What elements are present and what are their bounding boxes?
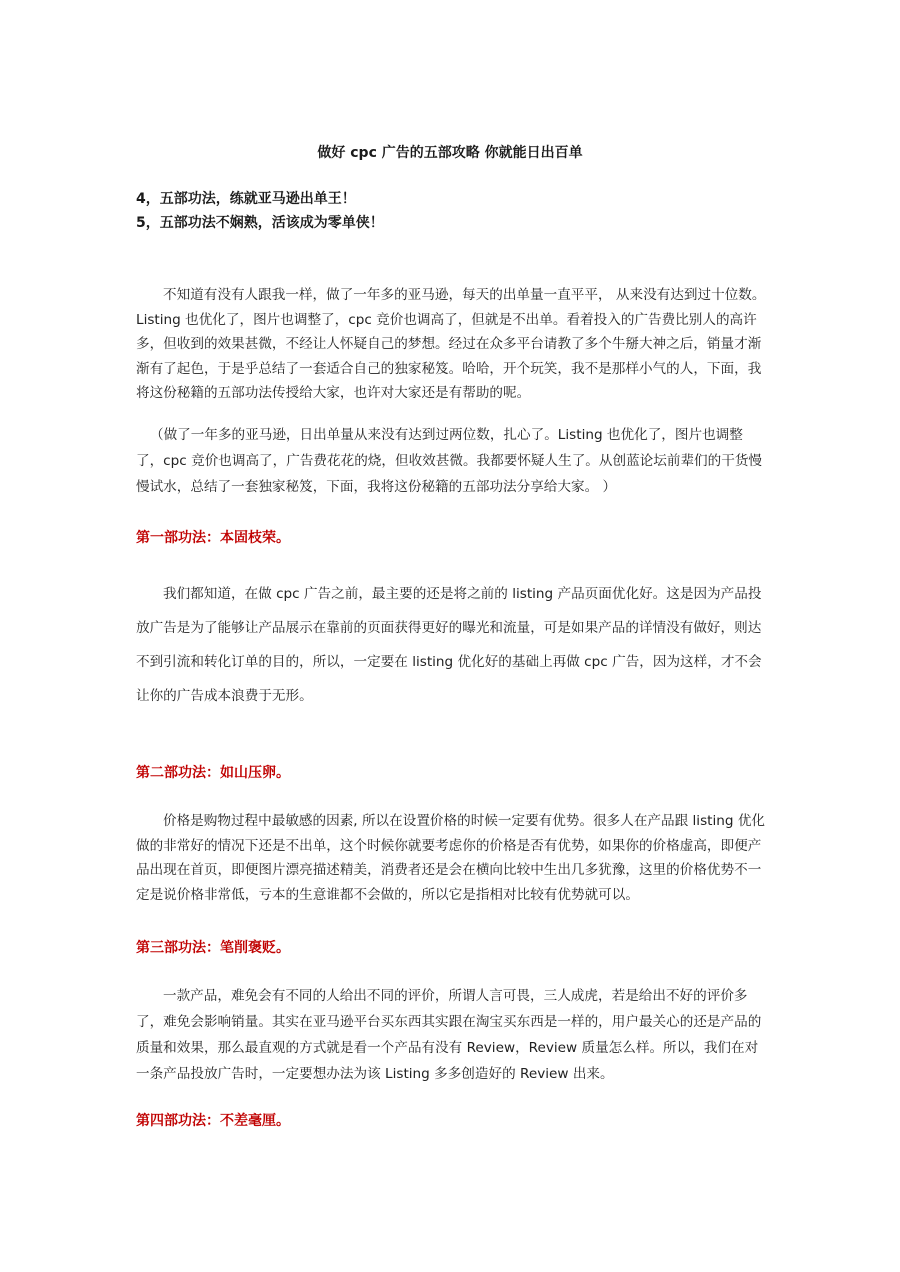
section-heading-1: 第一部功法：本固枝荣。	[136, 530, 290, 546]
section-body-3-text: 一款产品，难免会有不同的人给出不同的评价，所谓人言可畏，三人成虎，若是给出不好的评价多了，难免会影响销量。其实在亚马逊平台买东西其实跟在淘宝买东西是一样的，用户最关心的还是产品的质量和效果，那么最直观的方式就是看一个产品有没有 Review，Review 质量怎么样。所以，我们在对一条产品投放广告时，一定要想办法为该 Listing 多多创造好的 Review 出来。	[136, 988, 762, 1082]
section-body-1-text: 我们都知道，在做 cpc 广告之前，最主要的还是将之前的 listing 产品页面优化好。这是因为产品投放广告是为了能够让产品展示在靠前的页面获得更好的曝光和流量，可是如果产品的详情没有做好，则达不到引流和转化订单的目的，所以，一定要在 listing 优化好的基础上再做 cpc 广告，因为这样，才不会让你的广告成本浪费于无形。	[136, 586, 762, 704]
intro-paragraph	[136, 283, 766, 406]
section-body-3	[136, 983, 766, 1087]
intro-line-5: 5，五部功法不娴熟，活该成为零单侠！	[136, 215, 384, 231]
section-heading-4: 第四部功法：不差毫厘。	[136, 1113, 290, 1129]
summary-paragraph	[136, 422, 766, 500]
intro-line-4: 4，五部功法，练就亚马逊出单王！	[136, 191, 356, 207]
section-heading-2: 第二部功法：如山压卵。	[136, 765, 290, 781]
section-body-1	[136, 577, 766, 713]
summary-paragraph-text: （做了一年多的亚马逊，日出单量从来没有达到过两位数，扎心了。Listing 也优化了，图片也调整了，cpc 竞价也调高了，广告费花花的烧，但收效甚微。我都要怀疑人生了。从创蓝论坛前辈们的干货慢慢试水，总结了一套独家秘笈，下面，我将这份秘籍的五部功法分享给大家。 ）	[136, 427, 763, 495]
intro-paragraph-text: 不知道有没有人跟我一样，做了一年多的亚马逊，每天的出单量一直平平， 从来没有达到过十位数。Listing 也优化了，图片也调整了，cpc 竞价也调高了，但就是不出单。看着投入的广告费比别人的高许多，但收到的效果甚微，不经让人怀疑自己的梦想。经过在众多平台请教了多个牛掰大神之后，销量才渐渐有了起色，于是乎总结了一套适合自己的独家秘笈。哈哈，开个玩笑，我不是那样小气的人，下面，我将这份秘籍的五部功法传授给大家，也许对大家还是有帮助的呢。	[136, 287, 766, 401]
section-heading-3: 第三部功法：笔削褒贬。	[136, 940, 290, 956]
section-body-2	[136, 809, 766, 907]
section-body-2-text: 价格是购物过程中最敏感的因素, 所以在设置价格的时候一定要有优势。很多人在产品跟 listing 优化做的非常好的情况下还是不出单，这个时候你就要考虑你的价格是否有优势，如果你的价格虚高，即便产品出现在首页，即便图片漂亮描述精美，消费者还是会在横向比较中生出几多犹豫，这里的价格优势不一定是说价格非常低，亏本的生意谁都不会做的，所以它是指相对比较有优势就可以。	[136, 813, 766, 903]
document-title: 做好 cpc 广告的五部攻略 你就能日出百单	[317, 145, 583, 161]
